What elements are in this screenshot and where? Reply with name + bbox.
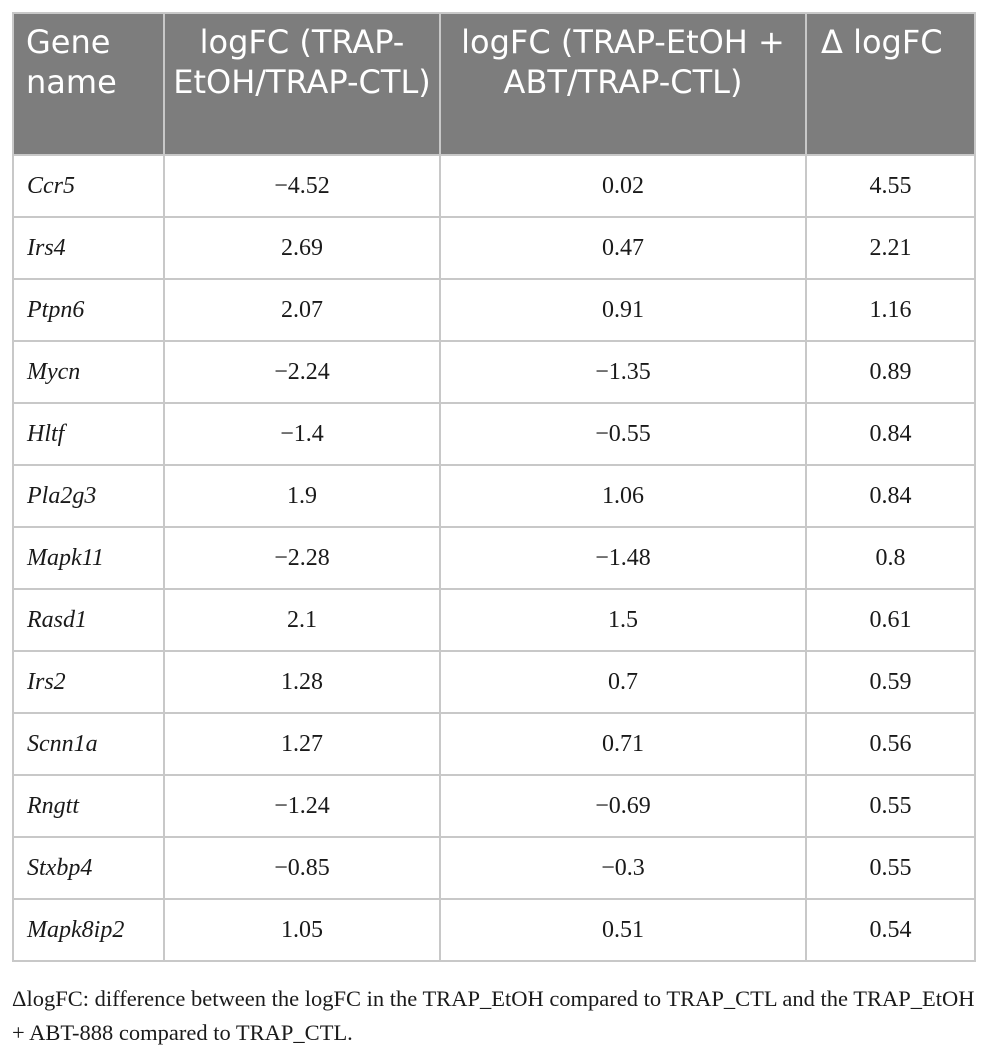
logfc-etoh-abt-cell: −0.3 <box>440 837 806 899</box>
table-row <box>13 775 975 837</box>
logfc-etoh-cell: 2.69 <box>164 217 440 279</box>
table-row <box>13 217 975 279</box>
header-gene-name: Gene name <box>13 13 164 155</box>
logfc-etoh-cell: −2.24 <box>164 341 440 403</box>
delta-logfc-cell: 2.21 <box>806 217 975 279</box>
gene-logfc-table <box>12 12 976 962</box>
table-row <box>13 589 975 651</box>
logfc-etoh-cell: 2.07 <box>164 279 440 341</box>
logfc-etoh-abt-cell: 0.7 <box>440 651 806 713</box>
table-row <box>13 155 975 217</box>
gene-name-cell: Mycn <box>13 341 164 403</box>
table-header-row <box>13 13 975 155</box>
results-table-container <box>12 12 974 962</box>
logfc-etoh-cell: −1.24 <box>164 775 440 837</box>
gene-name-cell: Ccr5 <box>13 155 164 217</box>
logfc-etoh-cell: 1.05 <box>164 899 440 961</box>
delta-logfc-cell: 0.84 <box>806 403 975 465</box>
delta-logfc-cell: 0.59 <box>806 651 975 713</box>
gene-name-cell: Ptpn6 <box>13 279 164 341</box>
gene-name-cell: Rngtt <box>13 775 164 837</box>
logfc-etoh-cell: 1.27 <box>164 713 440 775</box>
gene-name-cell: Hltf <box>13 403 164 465</box>
logfc-etoh-abt-cell: 1.06 <box>440 465 806 527</box>
gene-name-cell: Pla2g3 <box>13 465 164 527</box>
table-row <box>13 341 975 403</box>
gene-name-cell: Rasd1 <box>13 589 164 651</box>
logfc-etoh-abt-cell: 0.02 <box>440 155 806 217</box>
logfc-etoh-cell: 1.9 <box>164 465 440 527</box>
delta-logfc-cell: 0.84 <box>806 465 975 527</box>
logfc-etoh-abt-cell: 0.91 <box>440 279 806 341</box>
header-logfc-etoh: logFC (TRAP-EtOH/TRAP-CTL) <box>164 13 440 155</box>
gene-name-cell: Stxbp4 <box>13 837 164 899</box>
table-row <box>13 403 975 465</box>
logfc-etoh-abt-cell: −0.55 <box>440 403 806 465</box>
delta-logfc-cell: 0.61 <box>806 589 975 651</box>
logfc-etoh-cell: 2.1 <box>164 589 440 651</box>
delta-logfc-cell: 0.55 <box>806 837 975 899</box>
gene-name-cell: Mapk11 <box>13 527 164 589</box>
table-body <box>13 155 975 961</box>
logfc-etoh-abt-cell: 0.47 <box>440 217 806 279</box>
logfc-etoh-abt-cell: 1.5 <box>440 589 806 651</box>
delta-logfc-cell: 1.16 <box>806 279 975 341</box>
table-footnote: ΔlogFC: difference between the logFC in the TRAP_EtOH compared to TRAP_CTL and the TRAP_EtOH + ABT-888 compared to TRAP_CTL. <box>12 986 975 1045</box>
delta-logfc-cell: 0.56 <box>806 713 975 775</box>
gene-name-cell: Irs4 <box>13 217 164 279</box>
table-row <box>13 279 975 341</box>
gene-name-cell: Scnn1a <box>13 713 164 775</box>
logfc-etoh-cell: −4.52 <box>164 155 440 217</box>
delta-logfc-cell: 0.55 <box>806 775 975 837</box>
gene-name-cell: Irs2 <box>13 651 164 713</box>
table-row <box>13 713 975 775</box>
logfc-etoh-abt-cell: 0.71 <box>440 713 806 775</box>
logfc-etoh-cell: −2.28 <box>164 527 440 589</box>
gene-name-cell: Mapk8ip2 <box>13 899 164 961</box>
header-delta-logfc: Δ logFC <box>806 13 975 155</box>
header-logfc-etoh-abt: logFC (TRAP-EtOH + ABT/TRAP-CTL) <box>440 13 806 155</box>
table-row <box>13 465 975 527</box>
logfc-etoh-abt-cell: −1.48 <box>440 527 806 589</box>
table-row <box>13 651 975 713</box>
delta-logfc-cell: 4.55 <box>806 155 975 217</box>
logfc-etoh-cell: −1.4 <box>164 403 440 465</box>
table-row <box>13 899 975 961</box>
logfc-etoh-abt-cell: −0.69 <box>440 775 806 837</box>
logfc-etoh-abt-cell: −1.35 <box>440 341 806 403</box>
delta-logfc-cell: 0.8 <box>806 527 975 589</box>
table-row <box>13 527 975 589</box>
logfc-etoh-cell: −0.85 <box>164 837 440 899</box>
delta-logfc-cell: 0.89 <box>806 341 975 403</box>
logfc-etoh-cell: 1.28 <box>164 651 440 713</box>
logfc-etoh-abt-cell: 0.51 <box>440 899 806 961</box>
table-row <box>13 837 975 899</box>
delta-logfc-cell: 0.54 <box>806 899 975 961</box>
